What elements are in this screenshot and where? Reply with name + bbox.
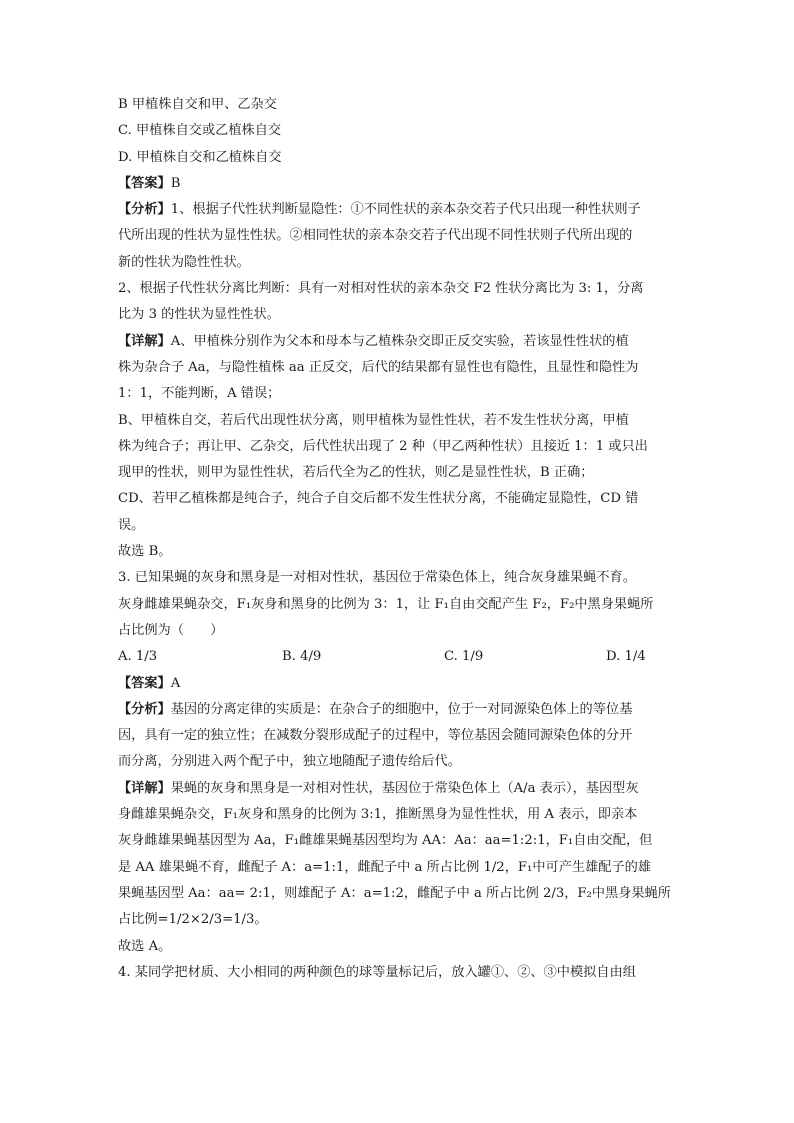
q3-detail-line: 灰身雌雄果蝇基因型为 Aa，F₁雌雄果蝇基因型均为 AA：Aa：aa=1:2:1，F₁自由交配，但 [118, 833, 653, 849]
q2-analysis-line: 2、根据子代性状分离比判断：具有一对相对性状的亲本杂交 F2 性状分离比为 3: 1，分离 [118, 281, 644, 297]
page-content [118, 92, 678, 986]
q3-option-d: D. 1/4 [606, 649, 646, 665]
q3-analysis-line [118, 697, 678, 723]
detail-text: 果蝇的灰身和黑身是一对相对性状，基因位于常染色体上（A/a 表示），基因型灰 [170, 780, 639, 796]
detail-text: A、甲植株分别作为父本和母本与乙植株杂交即正反交实验，若该显性性状的植 [170, 333, 629, 349]
q3-answer [118, 671, 678, 697]
q2-detail-line: 误。 [118, 517, 145, 533]
answer-tag: 【答案】 [118, 175, 171, 191]
q2-detail-line: 株为纯合子；再让甲、乙杂交，后代性状出现了 2 种（甲乙两种性状）且接近 1：1 或只出 [118, 438, 648, 454]
q3-analysis-line: 而分离，分别进入两个配子中，独立地随配子遗传给后代。 [118, 754, 461, 770]
q3-detail-line: 是 AA 雄果蝇不育，雌配子 A：a=1:1，雌配子中 a 所占比例 1/2，F₁中可产生雄配子的雄 [118, 859, 652, 875]
q2-answer [118, 171, 678, 197]
q2-detail-line: B、甲植株自交，若后代出现性状分离，则甲植株为显性性状，若不发生性状分离，甲植 [118, 412, 629, 428]
q2-detail-line: CD、若甲乙植株都是纯合子，纯合子自交后都不发生性状分离，不能确定显隐性，CD 错 [118, 491, 639, 507]
q3-stem-line: 占比例为（ ） [118, 622, 224, 638]
q2-analysis-line [118, 197, 678, 223]
answer-value: B [170, 175, 181, 191]
analysis-text: 基因的分离定律的实质是：在杂合子的细胞中，位于一对同源染色体上的等位基 [170, 701, 633, 717]
q2-option-b: B 甲植株自交和甲、乙杂交 [118, 97, 277, 112]
q3-detail-line [118, 776, 678, 802]
q3-stem-line: 3. 已知果蝇的灰身和黑身是一对相对性状，基因位于常染色体上，纯合灰身雄果蝇不育。 [118, 570, 636, 586]
q2-detail-line: 株为杂合子 Aa，与隐性植株 aa 正反交，后代的结果都有显性也有隐性，且显性和隐性为 [118, 359, 639, 375]
analysis-tag: 【分析】 [118, 202, 171, 218]
q2-choose: 故选 B。 [118, 544, 172, 560]
q3-option-a: A. 1/3 [118, 649, 158, 665]
q3-stem-line: 灰身雌雄果蝇杂交，F₁灰身和黑身的比例为 3：1，让 F₁自由交配产生 F₂，F₂中黑身果蝇所 [118, 596, 654, 612]
answer-tag: 【答案】 [118, 675, 171, 691]
detail-tag: 【详解】 [118, 333, 171, 349]
q4-stem-line: 4. 某同学把材质、大小相同的两种颜色的球等量标记后，放入罐①、②、③中模拟自由组 [118, 964, 636, 980]
q3-options [118, 644, 678, 670]
q2-analysis-line: 新的性状为隐性性状。 [118, 254, 250, 270]
analysis-text: 1、根据子代性状判断显隐性：①不同性状的亲本杂交若子代只出现一种性状则子 [170, 202, 641, 218]
q2-option-c: C. 甲植株自交或乙植株自交 [118, 123, 282, 139]
q2-option-d: D. 甲植株自交和乙植株自交 [118, 149, 282, 165]
q3-analysis-line: 因，具有一定的独立性；在减数分裂形成配子的过程中，等位基因会随同源染色体的分开 [118, 728, 633, 744]
q3-detail-line: 身雌雄果蝇杂交，F₁灰身和黑身的比例为 3:1，推断黑身为显性性状，用 A 表示，即亲本 [118, 807, 638, 823]
q3-detail-line: 占比例=1/2×2/3=1/3。 [118, 912, 268, 928]
answer-value: A [170, 675, 181, 691]
analysis-tag: 【分析】 [118, 701, 171, 717]
q3-detail-line: 果蝇基因型 Aa：aa= 2:1，则雄配子 A：a=1:2，雌配子中 a 所占比例 2/3，F₂中黑身果蝇所 [118, 885, 671, 901]
q2-analysis-line: 代所出现的性状为显性性状。②相同性状的亲本杂交若子代出现不同性状则子代所出现的 [118, 228, 633, 244]
q2-analysis-line: 比为 3 的性状为显性性状。 [118, 307, 280, 323]
q2-detail-line: 现甲的性状，则甲为显性性状，若后代全为乙的性状，则乙是显性性状，B 正确； [118, 465, 594, 481]
q3-option-b: B. 4/9 [282, 649, 322, 665]
q2-detail-line [118, 329, 678, 355]
q3-option-c: C. 1/9 [444, 649, 484, 665]
q2-detail-line: 1：1，不能判断，A 错误； [118, 386, 281, 402]
detail-tag: 【详解】 [118, 780, 171, 796]
q3-choose: 故选 A。 [118, 938, 172, 954]
